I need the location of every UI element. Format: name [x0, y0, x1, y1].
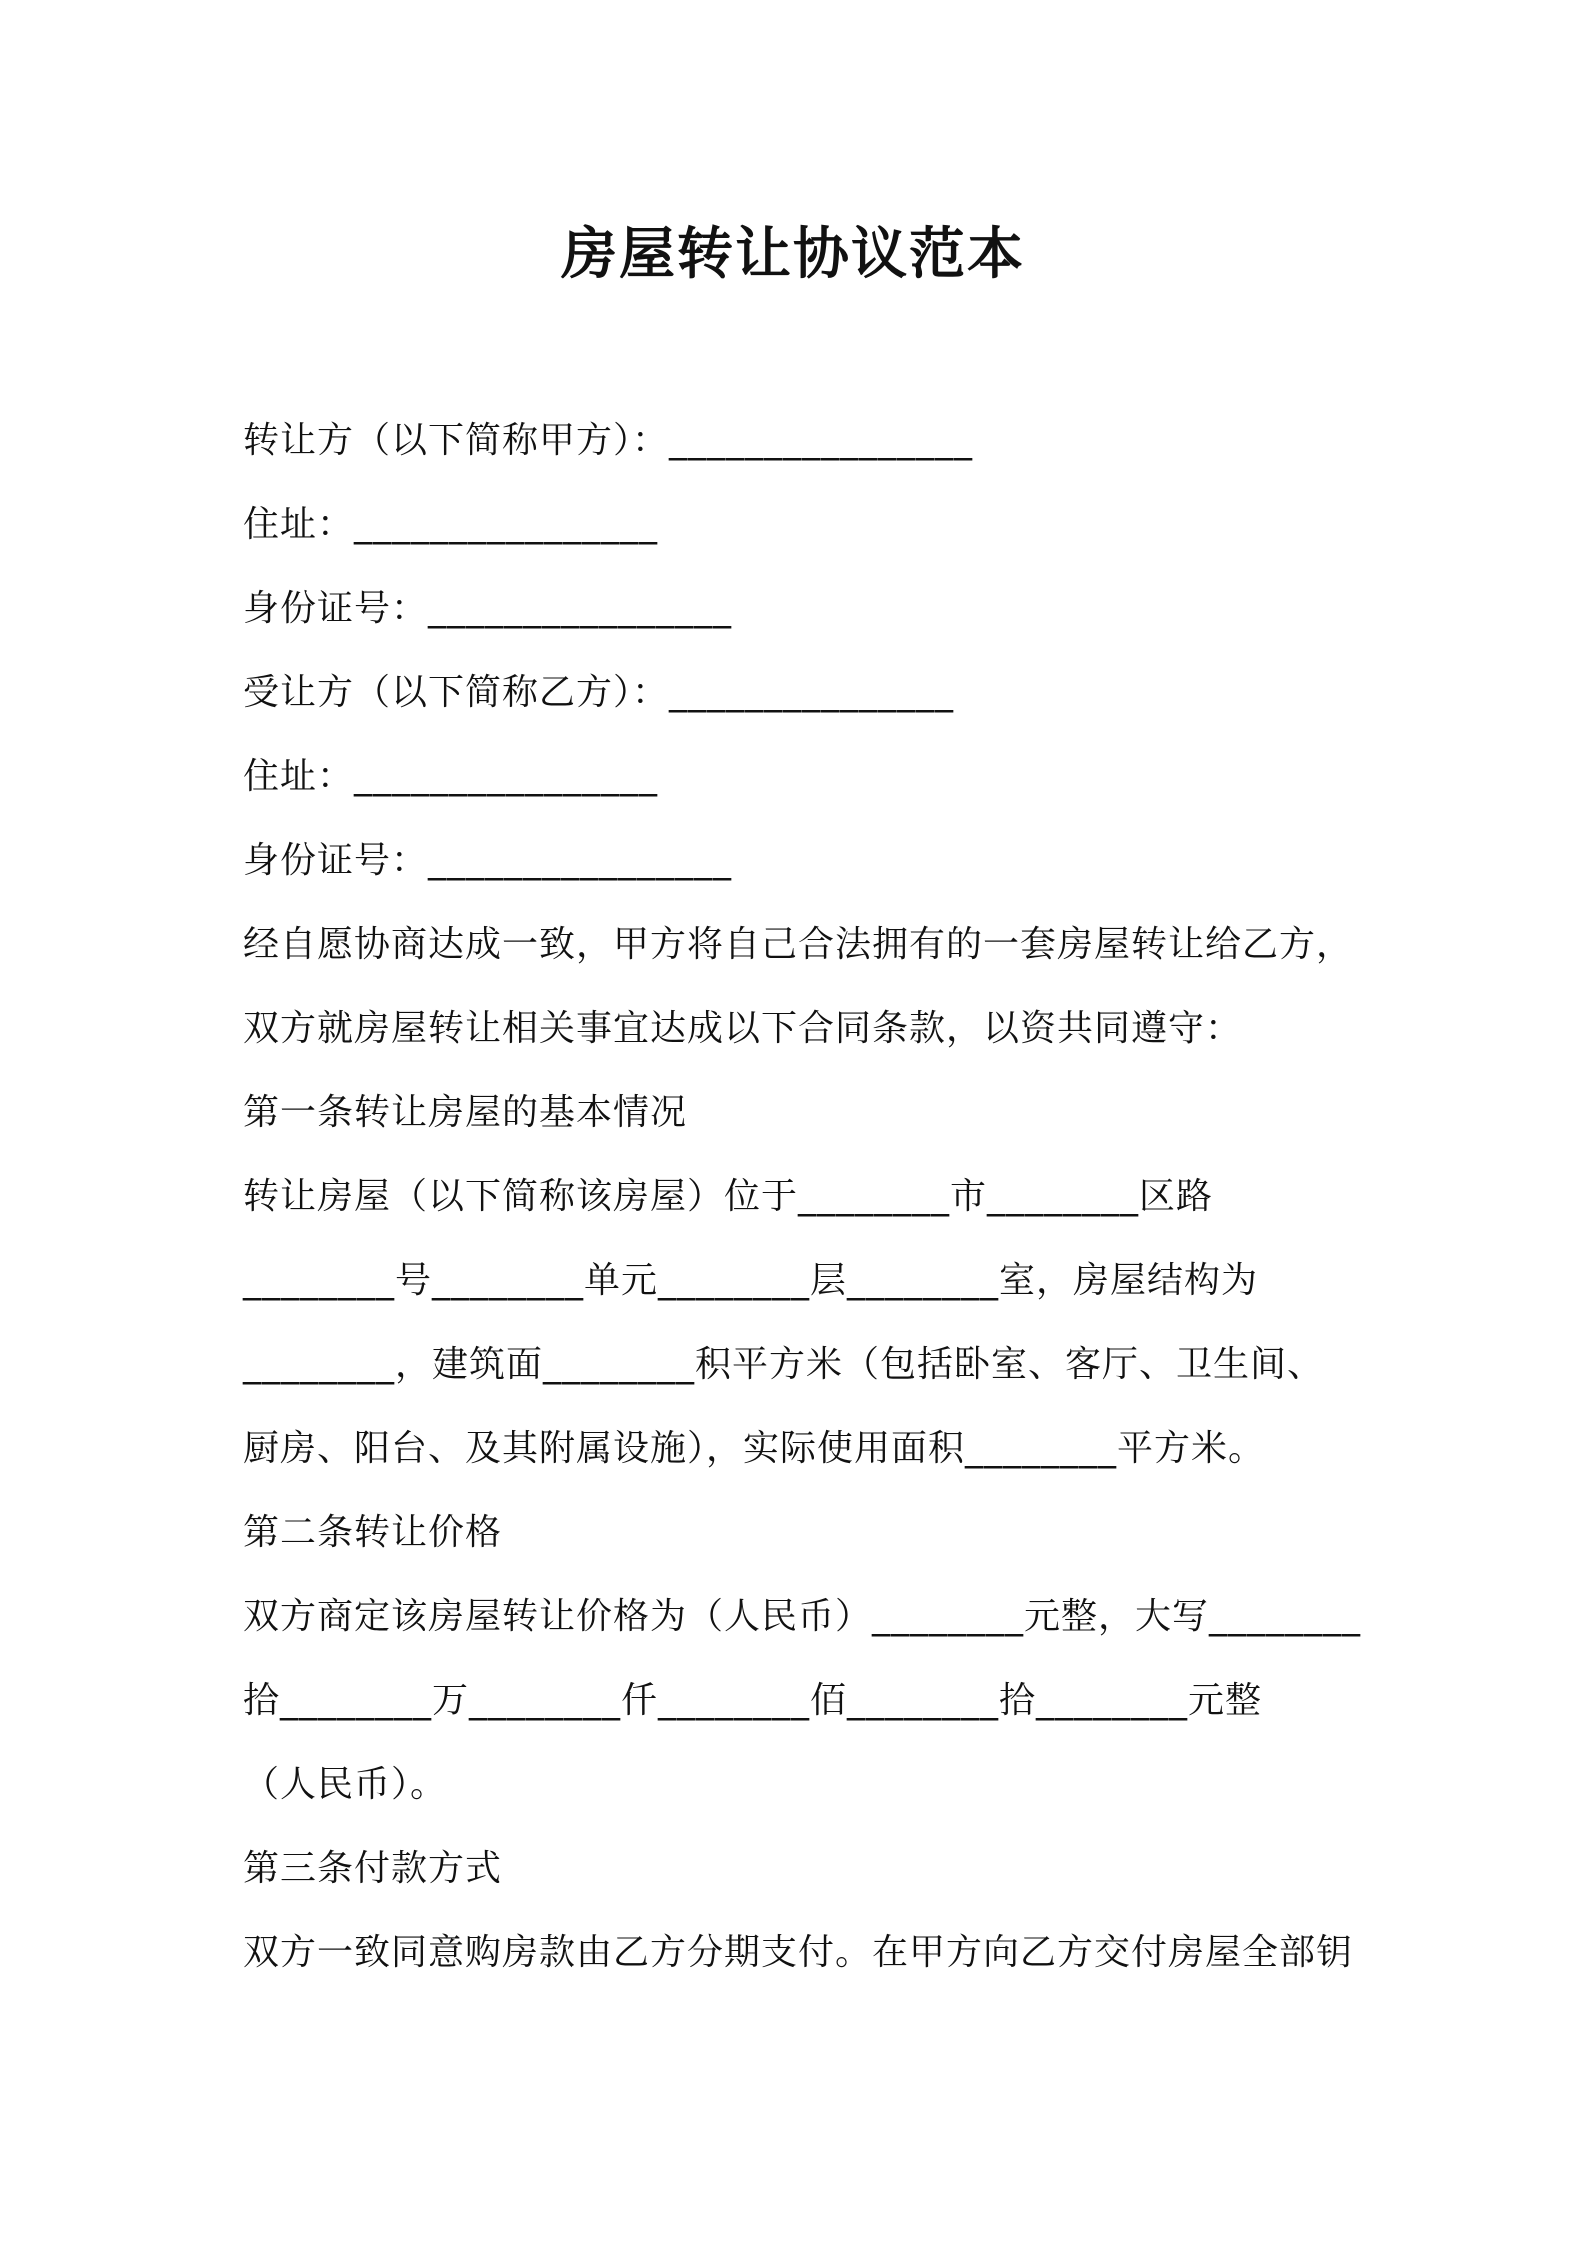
- article-1-heading: 第一条转让房屋的基本情况: [243, 1092, 688, 1133]
- article-3-text-1: 双方一致同意购房款由乙方分期支付。在甲方向乙方交付房屋全部钥: [243, 1932, 1354, 1973]
- article-2-text-1: 双方商定该房屋转让价格为（人民币）________元整，大写________: [243, 1596, 1362, 1637]
- transferor-address-line: 住址：________________: [243, 504, 659, 545]
- article-2-text-3: （人民币）。: [243, 1764, 448, 1805]
- article-1-text-3: ________，建筑面________积平方米（包括卧室、客厅、卫生间、: [243, 1344, 1325, 1385]
- article-1-text-1: 转让房屋（以下简称该房屋）位于________市________区路: [243, 1176, 1214, 1217]
- transferee-line: 受让方（以下简称乙方）：_______________: [243, 672, 955, 713]
- preamble-line-1: 经自愿协商达成一致，甲方将自己合法拥有的一套房屋转让给乙方，: [243, 924, 1354, 965]
- transferor-id-line: 身份证号：________________: [243, 588, 733, 629]
- article-3-heading: 第三条付款方式: [243, 1848, 503, 1889]
- article-1-text-4: 厨房、阳台、及其附属设施），实际使用面积________平方米。: [243, 1428, 1266, 1469]
- preamble-line-2: 双方就房屋转让相关事宜达成以下合同条款，以资共同遵守：: [243, 1008, 1243, 1049]
- transferee-address-line: 住址：________________: [243, 756, 659, 797]
- article-2-text-2: 拾________万________仟________佰________拾________元整: [243, 1680, 1263, 1721]
- article-1-text-2: ________号________单元________层________室，房屋结构为: [243, 1260, 1259, 1301]
- transferor-line: 转让方（以下简称甲方）：________________: [243, 420, 974, 461]
- article-2-heading: 第二条转让价格: [243, 1512, 503, 1553]
- transferee-id-line: 身份证号：________________: [243, 840, 733, 881]
- document-title: 房屋转让协议范本: [561, 222, 1025, 287]
